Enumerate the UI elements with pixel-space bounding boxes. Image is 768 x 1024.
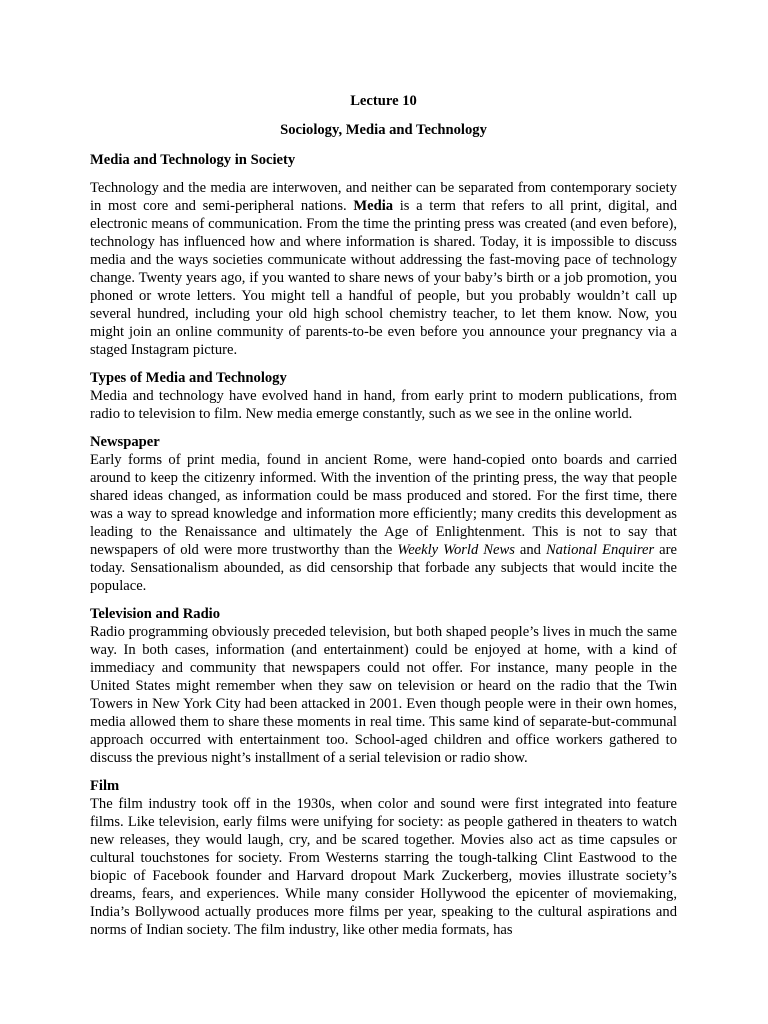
- paragraph-newspaper: Early forms of print media, found in ancient Rome, were hand-copied onto boards and carried around to keep the citizenry informed. With the invention of the printing press, the way that people shared ideas changed, as information could be mass produced and stored. For the first time, there was a way to spread knowledge and information more efficiently; many credits this development as leading to the Renaissance and ultimately the Age of Enlightenment. This is not to say that newspapers of old were more trustworthy than the Weekly World News and National Enquirer are today. Sensationalism abounded, as did censorship that forbade any subjects that would incite the populace.: [90, 452, 677, 594]
- section-heading-television-radio: Television and Radio: [90, 606, 221, 622]
- paragraph-television-radio: Radio programming obviously preceded television, but both shaped people’s lives in much the same way. In both cases, information (and entertainment) could be enjoyed at home, with a kind of immediacy and community that newspapers could not offer. For instance, many people in the United States might remember when they saw on television or heard on the radio that the Twin Towers in New York City had been attacked in 2001. Even though people were in their own homes, media allowed them to share these moments in real time. This same kind of separate-but-communal approach occurred with entertainment too. School-aged children and office workers gathered to discuss the previous night’s installment of a serial television or radio show.: [90, 624, 677, 766]
- term-media: Media: [353, 198, 394, 214]
- document-page: [90, 92, 677, 939]
- paragraph-film: The film industry took off in the 1930s, when color and sound were first integrated into feature films. Like television, early films were unifying for society: as people gathered in theaters to watch new releases, they would laugh, cry, and be scared together. Movies also act as time capsules or cultural touchstones for society. From Westerns starring the tough-talking Clint Eastwood to the biopic of Facebook founder and Harvard dropout Mark Zuckerberg, movies illustrate society’s dreams, fears, and experiences. While many consider Hollywood the epicenter of moviemaking, India’s Bollywood actually produces more films per year, speaking to the cultural aspirations and norms of Indian society. The film industry, like other media formats, has: [90, 796, 677, 938]
- paragraph-media-technology-society: Technology and the media are interwoven, and neither can be separated from contemporary society in most core and semi-peripheral nations. Media is a term that refers to all print, digital, and electronic means of communication. From the time the printing press was created (and even before), technology has influenced how and where information is shared. Today, it is impossible to discuss media and the ways societies communicate without addressing the fast-moving pace of technology change. Twenty years ago, if you wanted to share news of your baby’s birth or a job promotion, you phoned or wrote letters. You might tell a handful of people, but you probably wouldn’t call up several hundred, including your old high school chemistry teacher, to let them know. Now, you might join an online community of parents-to-be even before you announce your pregnancy via a staged Instagram picture.: [90, 180, 677, 358]
- lecture-number: Lecture 10: [350, 93, 417, 109]
- title-national-enquirer: National Enquirer: [545, 542, 655, 558]
- paragraph-types: Media and technology have evolved hand in hand, from early print to modern publications, from radio to television to film. New media emerge constantly, such as we see in the online world.: [90, 388, 677, 422]
- section-heading-types: Types of Media and Technology: [90, 370, 287, 386]
- section-heading-media-technology-society: Media and Technology in Society: [90, 152, 296, 168]
- document-title: Sociology, Media and Technology: [280, 122, 487, 138]
- title-weekly-world-news: Weekly World News: [397, 542, 515, 558]
- section-heading-film: Film: [90, 778, 120, 794]
- section-heading-newspaper: Newspaper: [90, 434, 160, 450]
